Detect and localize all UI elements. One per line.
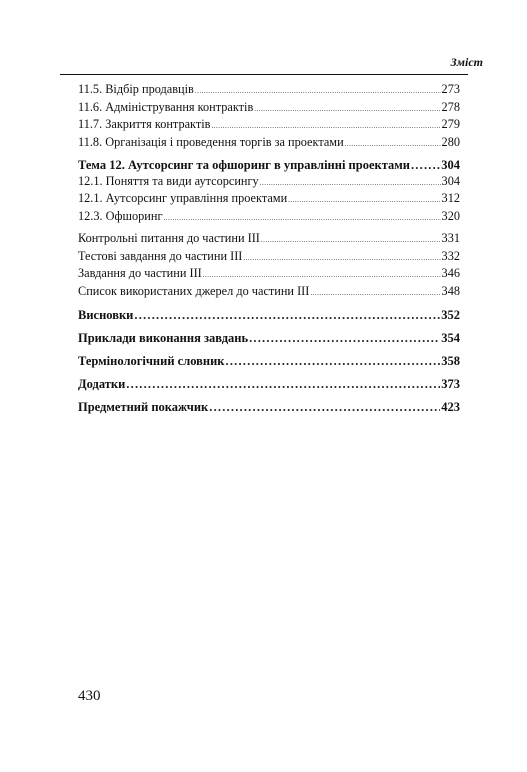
toc-leader-dots [243,251,440,267]
toc-entry-page: 304 [441,158,460,172]
toc-entry [78,191,460,209]
toc-entry-label: 12.3. Офшоринг [78,208,163,223]
toc-leader-dots [164,211,441,227]
toc-entry-label: Тема 12. Аутсорсинг та офшоринг в управлінні проектами [78,158,410,172]
page-number: 430 [78,688,101,704]
toc-entry-page: 304 [441,173,460,188]
toc-entry-label: Тестові завдання до частини ІІІ [78,248,243,263]
toc-entry-label: Список використаних джерел до частини ІІІ [78,283,310,298]
toc-entry-page: 278 [441,99,460,114]
toc-leader-dots [203,268,441,284]
toc-main-entry [78,376,460,393]
toc-entry-label: Приклади виконання завдань [78,331,249,345]
toc-entry [78,135,460,153]
toc-leader-dots [310,286,440,302]
toc-entry-label: Предметний покажчик [78,400,209,414]
toc-entry-page: 346 [441,266,460,280]
toc-leader-dots [261,233,441,249]
toc-leader-dots [260,176,441,192]
toc-entry-page: 320 [441,208,460,223]
toc-topic-entry [78,158,460,174]
toc-entry [78,284,460,302]
toc-leader-dots [211,119,440,135]
toc-entry-page: 358 [441,354,460,368]
toc-entry-page: 279 [441,117,460,131]
toc-entry-label: Термінологічний словник [78,354,225,368]
toc-leader-dots [226,353,441,370]
table-of-contents [78,82,460,422]
toc-entry-label: 11.8. Організація і проведення торгів за проектами [78,134,344,149]
toc-entry-page: 354 [441,331,460,345]
toc-entry-label: 11.5. Відбір продавців [78,82,194,96]
toc-entry [78,249,460,267]
toc-entry-label: 12.1. Поняття та види аутсорсингу [78,173,259,188]
toc-leader-dots [411,158,440,174]
toc-entry-page: 373 [441,377,460,391]
toc-entry-label: 12.1. Аутсорсинг управління проектами [78,191,288,205]
toc-leader-dots [345,137,441,153]
toc-main-entry [78,307,460,324]
toc-entry [78,174,460,192]
toc-entry-page: 352 [441,308,460,322]
toc-entry-page: 348 [441,283,460,298]
toc-entry-label: Завдання до частини ІІІ [78,266,202,280]
toc-entry [78,209,460,227]
toc-entry-page: 332 [441,248,460,263]
toc-entry [78,117,460,135]
toc-entry [78,82,460,100]
toc-entry-page: 423 [441,400,460,414]
toc-entry-label: Висновки [78,308,134,322]
toc-leader-dots [249,330,440,347]
toc-main-entry [78,399,460,416]
toc-leader-dots [126,376,440,393]
toc-entry-page: 331 [441,231,460,245]
toc-main-entry [78,330,460,347]
toc-entry-label: Додатки [78,377,126,391]
toc-leader-dots [209,399,440,416]
toc-entry-label: Контрольні питання до частини ІІІ [78,231,260,245]
toc-entry-page: 273 [441,82,460,96]
toc-leader-dots [195,84,441,100]
toc-entry [78,231,460,249]
toc-entry [78,100,460,118]
toc-entry-label: 11.7. Закриття контрактів [78,117,211,131]
toc-entry [78,266,460,284]
header-rule [60,74,468,75]
toc-entry-page: 312 [441,191,460,205]
toc-main-entry [78,353,460,370]
running-header-title: Зміст [450,55,483,69]
toc-leader-dots [288,193,440,209]
toc-entry-page: 280 [441,134,460,149]
toc-leader-dots [134,307,440,324]
toc-leader-dots [254,102,440,118]
toc-entry-label: 11.6. Адміністрування контрактів [78,99,254,114]
